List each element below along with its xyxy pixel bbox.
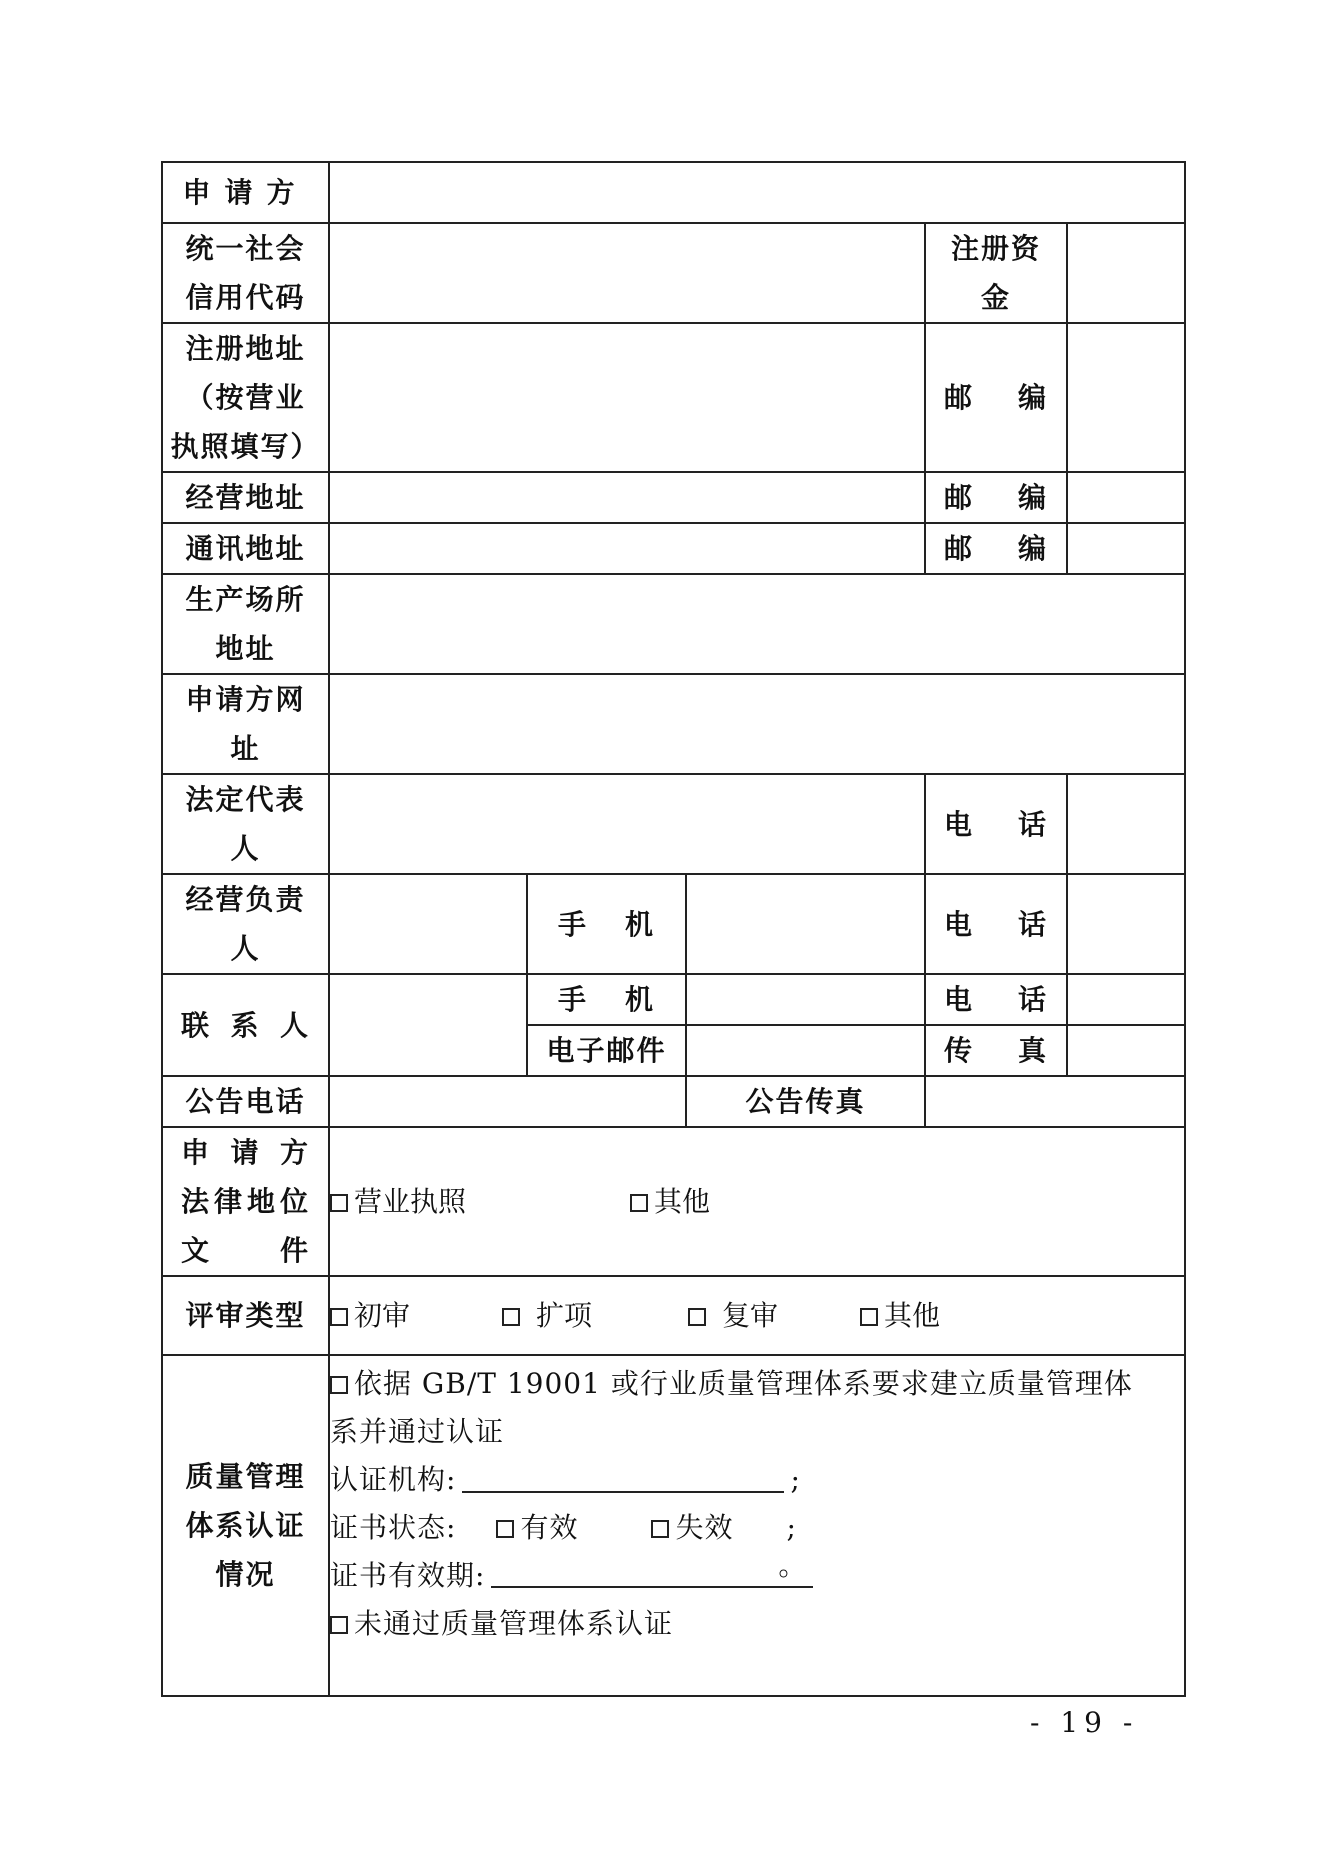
label-phone: 电话 — [925, 774, 1067, 874]
qms-section — [329, 1355, 1185, 1696]
field-manager-mobile[interactable] — [686, 874, 925, 974]
field-contact[interactable] — [329, 974, 527, 1076]
checkbox-icon[interactable] — [496, 1520, 514, 1538]
checkbox-icon[interactable] — [330, 1194, 348, 1212]
label-business-address: 经营地址 — [162, 472, 329, 523]
qms-certified-continuation: 系并通过认证 — [330, 1415, 505, 1448]
field-legal-representative[interactable] — [329, 774, 925, 874]
option-re-review[interactable]: 复审 — [688, 1291, 860, 1340]
checkbox-icon[interactable] — [330, 1308, 348, 1326]
label-legal-status-doc: 申请方 法律地位 文件 — [162, 1127, 329, 1276]
field-registered-address[interactable] — [329, 323, 925, 472]
checkbox-icon[interactable] — [860, 1308, 878, 1326]
label-legal-representative: 法定代表 人 — [162, 774, 329, 874]
field-production-site[interactable] — [329, 574, 1185, 674]
option-business-license[interactable]: 营业执照 — [330, 1177, 630, 1226]
label-public-phone: 公告电话 — [162, 1076, 329, 1127]
label-review-type: 评审类型 — [162, 1276, 329, 1355]
field-postcode-registered[interactable] — [1067, 323, 1185, 472]
field-legal-rep-phone[interactable] — [1067, 774, 1185, 874]
checkbox-icon[interactable] — [330, 1376, 348, 1394]
label-applicant: 申请方 — [162, 162, 329, 223]
field-contact-email[interactable] — [686, 1025, 925, 1076]
field-contact-fax[interactable] — [1067, 1025, 1185, 1076]
field-business-address[interactable] — [329, 472, 925, 523]
field-contact-phone[interactable] — [1067, 974, 1185, 1025]
checkbox-icon[interactable] — [330, 1616, 348, 1634]
field-business-manager[interactable] — [329, 874, 527, 974]
label-phone: 电话 — [925, 974, 1067, 1025]
option-review-other[interactable]: 其他 — [860, 1291, 940, 1340]
label-postcode: 邮编 — [925, 323, 1067, 472]
label-public-fax: 公告传真 — [686, 1076, 925, 1127]
option-status-valid[interactable]: 有效 — [496, 1504, 651, 1552]
legal-status-options — [329, 1127, 1185, 1276]
label-registered-capital: 注册资 金 — [925, 223, 1067, 323]
field-applicant[interactable] — [329, 162, 1185, 223]
checkbox-icon[interactable] — [502, 1308, 520, 1326]
option-initial-review[interactable]: 初审 — [330, 1291, 502, 1340]
option-legal-other[interactable]: 其他 — [630, 1177, 710, 1226]
label-mobile: 手机 — [527, 974, 686, 1025]
field-manager-phone[interactable] — [1067, 874, 1185, 974]
checkbox-icon[interactable] — [688, 1308, 706, 1326]
label-phone: 电话 — [925, 874, 1067, 974]
cert-validity-row: 证书有效期: 。 — [330, 1552, 1184, 1600]
label-qms-certification: 质量管理 体系认证 情况 — [162, 1355, 329, 1696]
application-form-table — [161, 161, 1186, 1697]
field-postcode-business[interactable] — [1067, 472, 1185, 523]
label-production-site: 生产场所 地址 — [162, 574, 329, 674]
checkbox-icon[interactable] — [630, 1194, 648, 1212]
field-credit-code[interactable] — [329, 223, 925, 323]
label-contact: 联系人 — [162, 974, 329, 1076]
label-business-manager: 经营负责 人 — [162, 874, 329, 974]
field-public-fax[interactable] — [925, 1076, 1185, 1127]
label-postcode: 邮编 — [925, 523, 1067, 574]
review-type-options — [329, 1276, 1185, 1355]
option-scope-extension[interactable]: 扩项 — [502, 1291, 688, 1340]
field-public-phone[interactable] — [329, 1076, 686, 1127]
label-credit-code: 统一社会 信用代码 — [162, 223, 329, 323]
label-postcode: 邮编 — [925, 472, 1067, 523]
label-mailing-address: 通讯地址 — [162, 523, 329, 574]
label-email: 电子邮件 — [527, 1025, 686, 1076]
page-number: - 19 - — [1030, 1706, 1139, 1739]
field-mailing-address[interactable] — [329, 523, 925, 574]
cert-status-row: 证书状态: 有效 失效 ; — [330, 1504, 1184, 1552]
field-postcode-mailing[interactable] — [1067, 523, 1185, 574]
option-qms-certified[interactable]: 依据 GB/T 19001 或行业质量管理体系要求建立质量管理体 — [330, 1360, 1184, 1408]
label-website: 申请方网 址 — [162, 674, 329, 774]
cert-body-field[interactable] — [462, 1461, 784, 1493]
label-registered-address: 注册地址 （按营业 执照填写） — [162, 323, 329, 472]
option-qms-not-certified[interactable]: 未通过质量管理体系认证 — [330, 1600, 1184, 1648]
cert-body-row: 认证机构: ; — [330, 1463, 801, 1496]
field-website[interactable] — [329, 674, 1185, 774]
field-contact-mobile[interactable] — [686, 974, 925, 1025]
checkbox-icon[interactable] — [651, 1520, 669, 1538]
field-registered-capital[interactable] — [1067, 223, 1185, 323]
option-status-invalid[interactable]: 失效 — [651, 1504, 786, 1552]
cert-validity-field[interactable]: 。 — [491, 1556, 813, 1588]
label-fax: 传真 — [925, 1025, 1067, 1076]
label-mobile: 手机 — [527, 874, 686, 974]
